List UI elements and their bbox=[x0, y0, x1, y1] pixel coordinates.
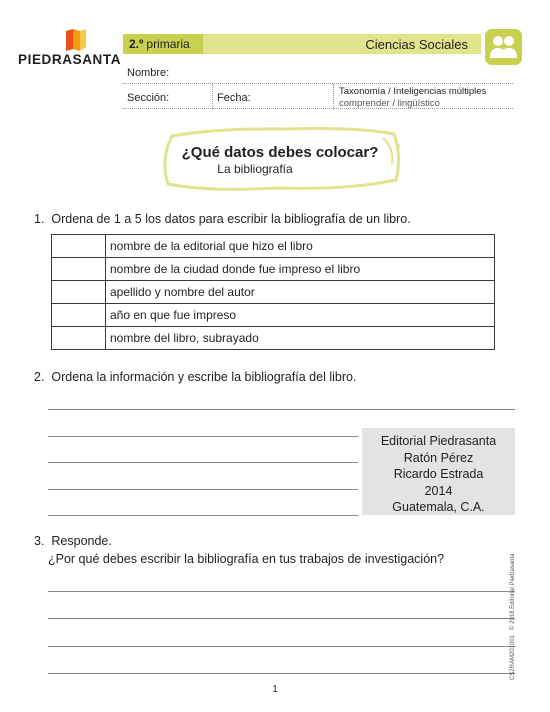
nombre-field[interactable] bbox=[123, 83, 513, 84]
order-input-box[interactable] bbox=[52, 281, 106, 304]
writing-line[interactable] bbox=[48, 673, 515, 674]
writing-line[interactable] bbox=[48, 409, 515, 410]
order-item: nombre de la ciudad donde fue impreso el libro bbox=[106, 258, 495, 281]
side-credit bbox=[510, 540, 516, 680]
writing-line[interactable] bbox=[48, 646, 515, 647]
order-item: nombre del libro, subrayado bbox=[106, 327, 495, 350]
taxonomy-values: comprender / lingüístico bbox=[339, 98, 440, 109]
writing-line[interactable] bbox=[48, 515, 358, 516]
order-item: apellido y nombre del autor bbox=[106, 281, 495, 304]
order-item: año en que fue impreso bbox=[106, 304, 495, 327]
subject-title: Ciencias Sociales bbox=[365, 36, 468, 52]
table-row bbox=[52, 281, 495, 304]
q1-text: Ordena de 1 a 5 los datos para escribir la bibliografía de un libro. bbox=[51, 212, 411, 226]
q1-order-table bbox=[51, 234, 495, 350]
worksheet-subtitle: La bibliografía bbox=[217, 162, 293, 176]
q3-text: Responde. bbox=[51, 534, 112, 548]
grade-label bbox=[123, 34, 203, 54]
q1-number: 1. bbox=[34, 212, 45, 226]
order-input-box[interactable] bbox=[52, 258, 106, 281]
order-input-box[interactable] bbox=[52, 235, 106, 258]
taxonomy-underline bbox=[333, 108, 513, 109]
info-author: Ricardo Estrada bbox=[393, 467, 484, 481]
info-book-title: Ratón Pérez bbox=[403, 450, 474, 465]
book-info-box bbox=[362, 428, 515, 515]
table-row bbox=[52, 304, 495, 327]
info-city: Guatemala, C.A. bbox=[392, 500, 485, 514]
fecha-field[interactable] bbox=[212, 108, 332, 109]
info-year: 2014 bbox=[424, 483, 453, 498]
q1-prompt bbox=[34, 212, 411, 226]
writing-line[interactable] bbox=[48, 591, 515, 592]
info-publisher: Editorial Piedrasanta bbox=[380, 434, 497, 448]
writing-line[interactable] bbox=[48, 462, 358, 463]
order-item: nombre de la editorial que hizo el libro bbox=[106, 235, 495, 258]
table-row bbox=[52, 258, 495, 281]
q2-number: 2. bbox=[34, 370, 45, 384]
q2-prompt bbox=[34, 370, 356, 384]
table-row bbox=[52, 327, 495, 350]
grade-number: 2.º bbox=[129, 37, 144, 51]
q3-question: ¿Por qué debes escribir la bibliografía en tus trabajos de investigación? bbox=[48, 552, 445, 566]
taxonomy-label: Taxonomía / Inteligencias múltiples bbox=[339, 86, 487, 97]
page-number: 1 bbox=[272, 684, 278, 695]
nombre-label: Nombre: bbox=[127, 67, 170, 79]
q3-number: 3. bbox=[34, 534, 45, 548]
q2-text: Ordena la información y escribe la bibliografía del libro. bbox=[51, 370, 357, 384]
worksheet-title: ¿Qué datos debes colocar? bbox=[181, 144, 379, 161]
side-copyright: © 2018 Editorial Piedrasanta bbox=[510, 553, 516, 630]
seccion-field[interactable] bbox=[123, 108, 211, 109]
writing-line[interactable] bbox=[48, 489, 358, 490]
grade-word: primaria bbox=[146, 37, 190, 51]
brand-name: PIEDRASANTA bbox=[18, 52, 122, 67]
people-group-icon bbox=[485, 29, 522, 65]
side-code: CS2RAM201001 bbox=[510, 634, 516, 680]
writing-line[interactable] bbox=[48, 436, 358, 437]
fecha-label: Fecha: bbox=[217, 92, 251, 104]
field-divider bbox=[212, 84, 213, 108]
table-row bbox=[52, 235, 495, 258]
field-divider bbox=[333, 84, 334, 108]
seccion-label: Sección: bbox=[127, 92, 170, 104]
writing-line[interactable] bbox=[48, 618, 515, 619]
order-input-box[interactable] bbox=[52, 304, 106, 327]
q3-prompt bbox=[34, 534, 112, 548]
order-input-box[interactable] bbox=[52, 327, 106, 350]
piedrasanta-logo-icon bbox=[64, 28, 88, 52]
